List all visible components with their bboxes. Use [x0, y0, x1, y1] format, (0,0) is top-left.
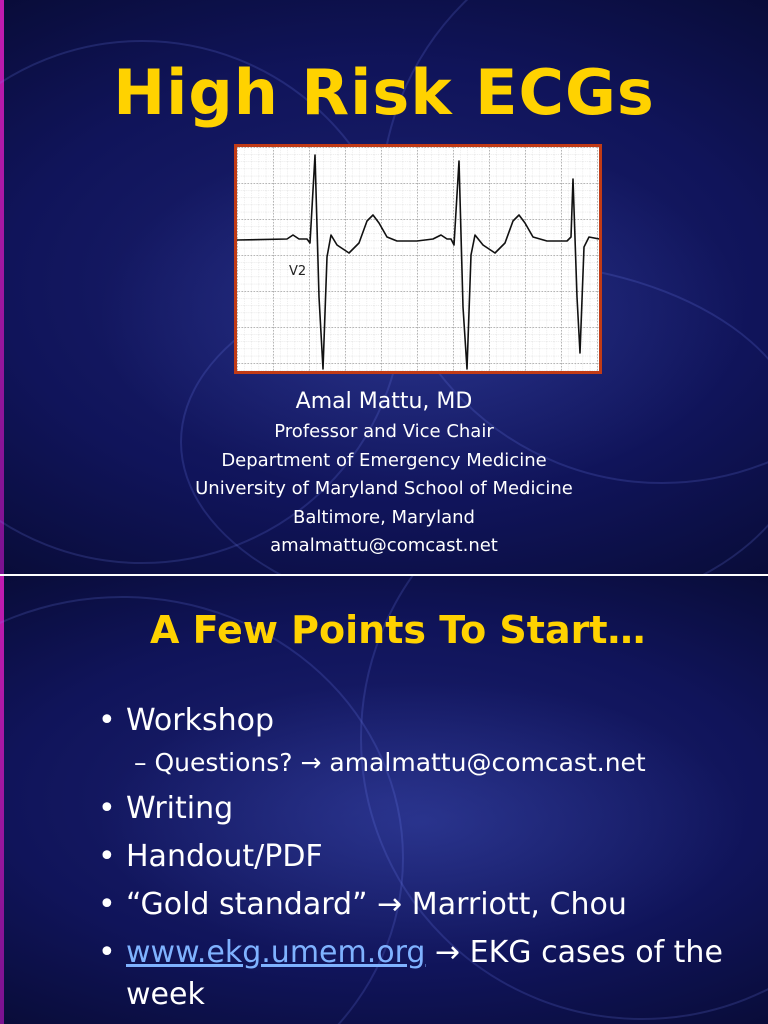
bullet-item: • Handout/PDF — [98, 836, 738, 878]
bullet-glyph: • — [98, 839, 116, 874]
bullet-glyph: • — [98, 703, 116, 738]
bullet-glyph: • — [98, 791, 116, 826]
ecg-strip — [237, 147, 599, 371]
author-name: Amal Mattu, MD — [295, 389, 473, 414]
bullet-item: • Writing — [98, 788, 738, 830]
bullet-glyph: • — [98, 887, 116, 922]
bullet-list — [98, 700, 738, 1022]
slide-2 — [0, 576, 768, 1024]
bullet-item — [98, 932, 738, 1016]
ekg-website-link[interactable]: www.ekg.umem.org — [126, 935, 426, 970]
ecg-lead-label: V2 — [289, 264, 307, 279]
slide-title: High Risk ECGs — [113, 56, 655, 129]
author-email: amalmattu@comcast.net — [270, 535, 498, 556]
bullet-item: • Workshop — [98, 700, 738, 742]
sub-bullet-item: – Questions? → amalmattu@comcast.net — [134, 748, 646, 777]
author-location: Baltimore, Maryland — [293, 506, 475, 528]
bullet-item: • “Gold standard” → Marriott, Chou — [98, 884, 738, 926]
ecg-grid — [237, 147, 599, 371]
slide-title: A Few Points To Start… — [150, 608, 646, 652]
author-role: Professor and Vice Chair — [274, 421, 494, 442]
bullet-glyph: • — [98, 935, 116, 970]
author-credits — [0, 386, 768, 561]
author-institution: University of Maryland School of Medicine — [195, 478, 573, 499]
ecg-strip-image — [234, 144, 602, 374]
bullet-text: → EKG cases of the week — [126, 935, 723, 1012]
author-department: Department of Emergency Medicine — [221, 449, 547, 471]
